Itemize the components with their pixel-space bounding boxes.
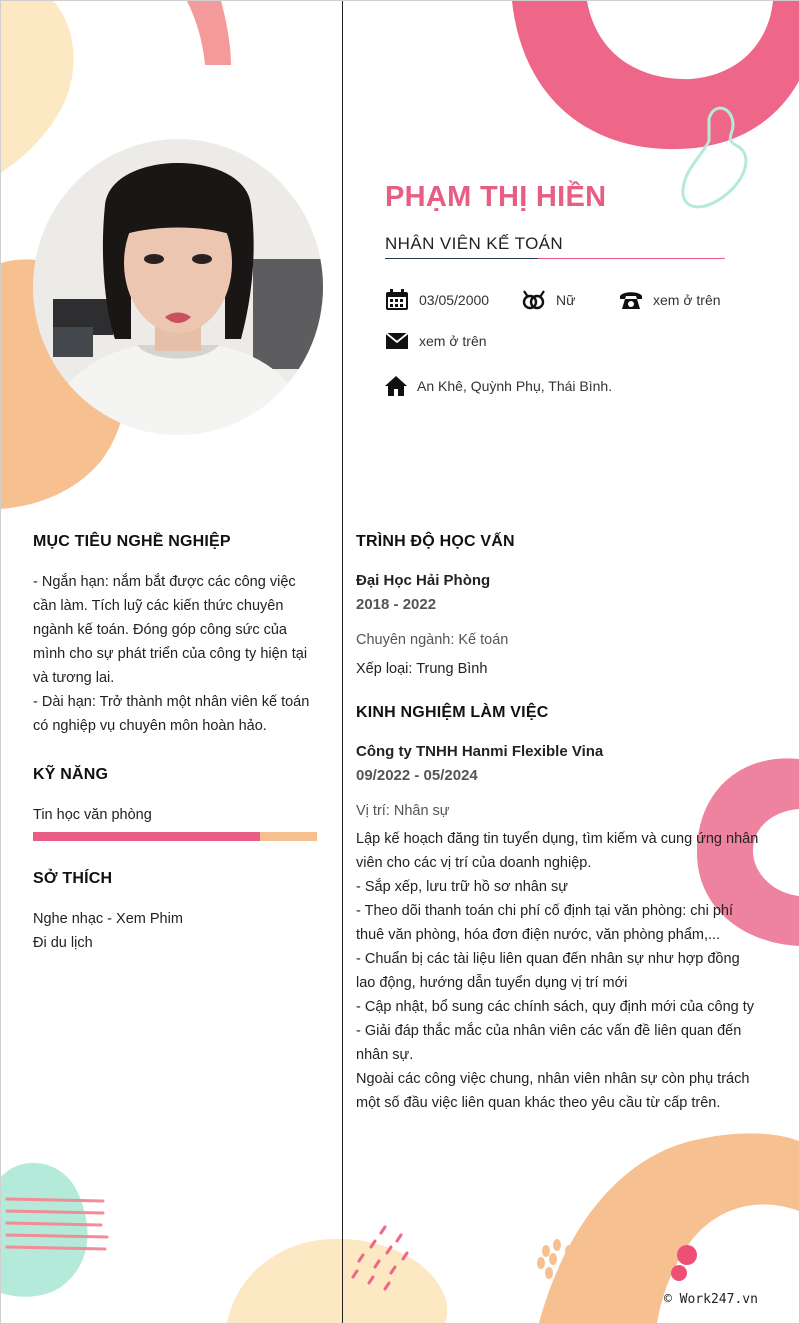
experience-line: nhân sự. [356,1047,414,1063]
experience-line: - Theo dõi thanh toán chi phí cố định tại văn phòng: chi phí [356,903,733,919]
email-value: xem ở trên [419,333,487,349]
pink-arc-top-right [512,1,799,149]
home-icon [385,375,407,397]
objective-line: và tương lai. [33,670,115,686]
cream-blob-bottom [227,1239,447,1323]
cream-blob-top-left [1,1,74,173]
pink-dot-small [671,1265,687,1281]
education-title: TRÌNH ĐỘ HỌC VẤN [356,533,515,550]
phone-info [619,289,721,311]
gender-value: Nữ [556,292,576,308]
hobby-item: Đi du lịch [33,935,93,951]
title-underline [385,258,725,259]
birthdate-value: 03/05/2000 [419,292,490,308]
objective-line: ngành kế toán. Đóng góp công sức của [33,622,287,638]
candidate-name: PHẠM THỊ HIỀN [385,181,607,213]
envelope-icon [385,331,409,351]
experience-line: lao động, hướng dẫn tuyển dụng vị trí mới [356,975,628,991]
mint-blob-bottom-left [1,1163,88,1297]
phone-icon [619,289,643,311]
avatar-illustration [33,139,323,435]
experience-period: 09/2022 - 05/2024 [356,767,478,784]
avatar [33,139,323,435]
hobbies-text [33,907,183,955]
objective-text [33,570,309,738]
experience-position: Vị trí: Nhân sự [356,803,450,819]
objective-title: MỤC TIÊU NGHỀ NGHIỆP [33,533,231,550]
objective-line: có nghiệp vụ chuyên môn hoàn hảo. [33,718,267,734]
skill-name: Tin học văn phòng [33,807,152,823]
experience-line: - Giải đáp thắc mắc của nhân viên các vấn đề liên quan đến [356,1023,742,1039]
experience-line: - Sắp xếp, lưu trữ hồ sơ nhân sự [356,879,568,895]
experience-line: thuê văn phòng, hóa đơn điện nước, văn phòng phẩm,... [356,927,721,943]
experience-line: Ngoài các công việc chung, nhân viên nhân sự còn phụ trách [356,1071,750,1087]
objective-line: - Ngắn hạn: nắm bắt được các công việc [33,574,296,590]
phone-value: xem ở trên [653,292,721,308]
skill-level-fill [33,832,260,841]
objective-line: - Dài hạn: Trở thành một nhân viên kế toán [33,694,310,710]
calendar-icon [385,289,409,311]
education-period: 2018 - 2022 [356,596,437,613]
email-info [385,331,487,351]
education-major: Chuyên ngành: Kế toán [356,632,509,648]
pink-dot-large [677,1245,697,1265]
education-grade: Xếp loại: Trung Bình [356,661,488,677]
hobbies-title: SỞ THÍCH [33,870,113,887]
experience-line: một số đầu việc liên quan khác theo yêu cầu từ cấp trên. [356,1095,721,1111]
address-info [385,375,612,397]
experience-line: - Cập nhật, bổ sung các chính sách, quy định mới của công ty [356,999,755,1015]
experience-company: Công ty TNHH Hanmi Flexible Vina [356,743,604,760]
experience-title: KINH NGHIỆM LÀM VIỆC [356,704,549,721]
gender-info [522,289,575,311]
hobby-item: Nghe nhạc - Xem Phim [33,911,183,927]
objective-line: mình cho sự phát triển của công ty hiện tại [33,646,308,662]
job-title: NHÂN VIÊN KẾ TOÁN [385,234,564,253]
education-school: Đại Học Hải Phòng [356,572,491,589]
skills-title: KỸ NĂNG [33,766,109,783]
experience-line: viên cho các vị trí của doanh nghiệp. [356,855,592,871]
address-value: An Khê, Quỳnh Phụ, Thái Bình. [417,378,613,394]
column-divider [342,1,343,1323]
skill-level-bar [33,832,317,841]
birthdate-info [385,289,489,311]
experience-line: - Chuẩn bị các tài liệu liên quan đến nhân sự như hợp đồng [356,951,740,967]
gender-icon [522,289,546,311]
pink-stroke-top [187,1,231,65]
experience-line: Lập kế hoạch đăng tin tuyển dụng, tìm kiếm và cung ứng nhân [356,831,759,847]
objective-line: cần làm. Tích luỹ các kiến thức chuyên [33,598,284,614]
experience-description [356,827,758,1115]
copyright-footer[interactable]: © Work247.vn [664,1292,758,1307]
